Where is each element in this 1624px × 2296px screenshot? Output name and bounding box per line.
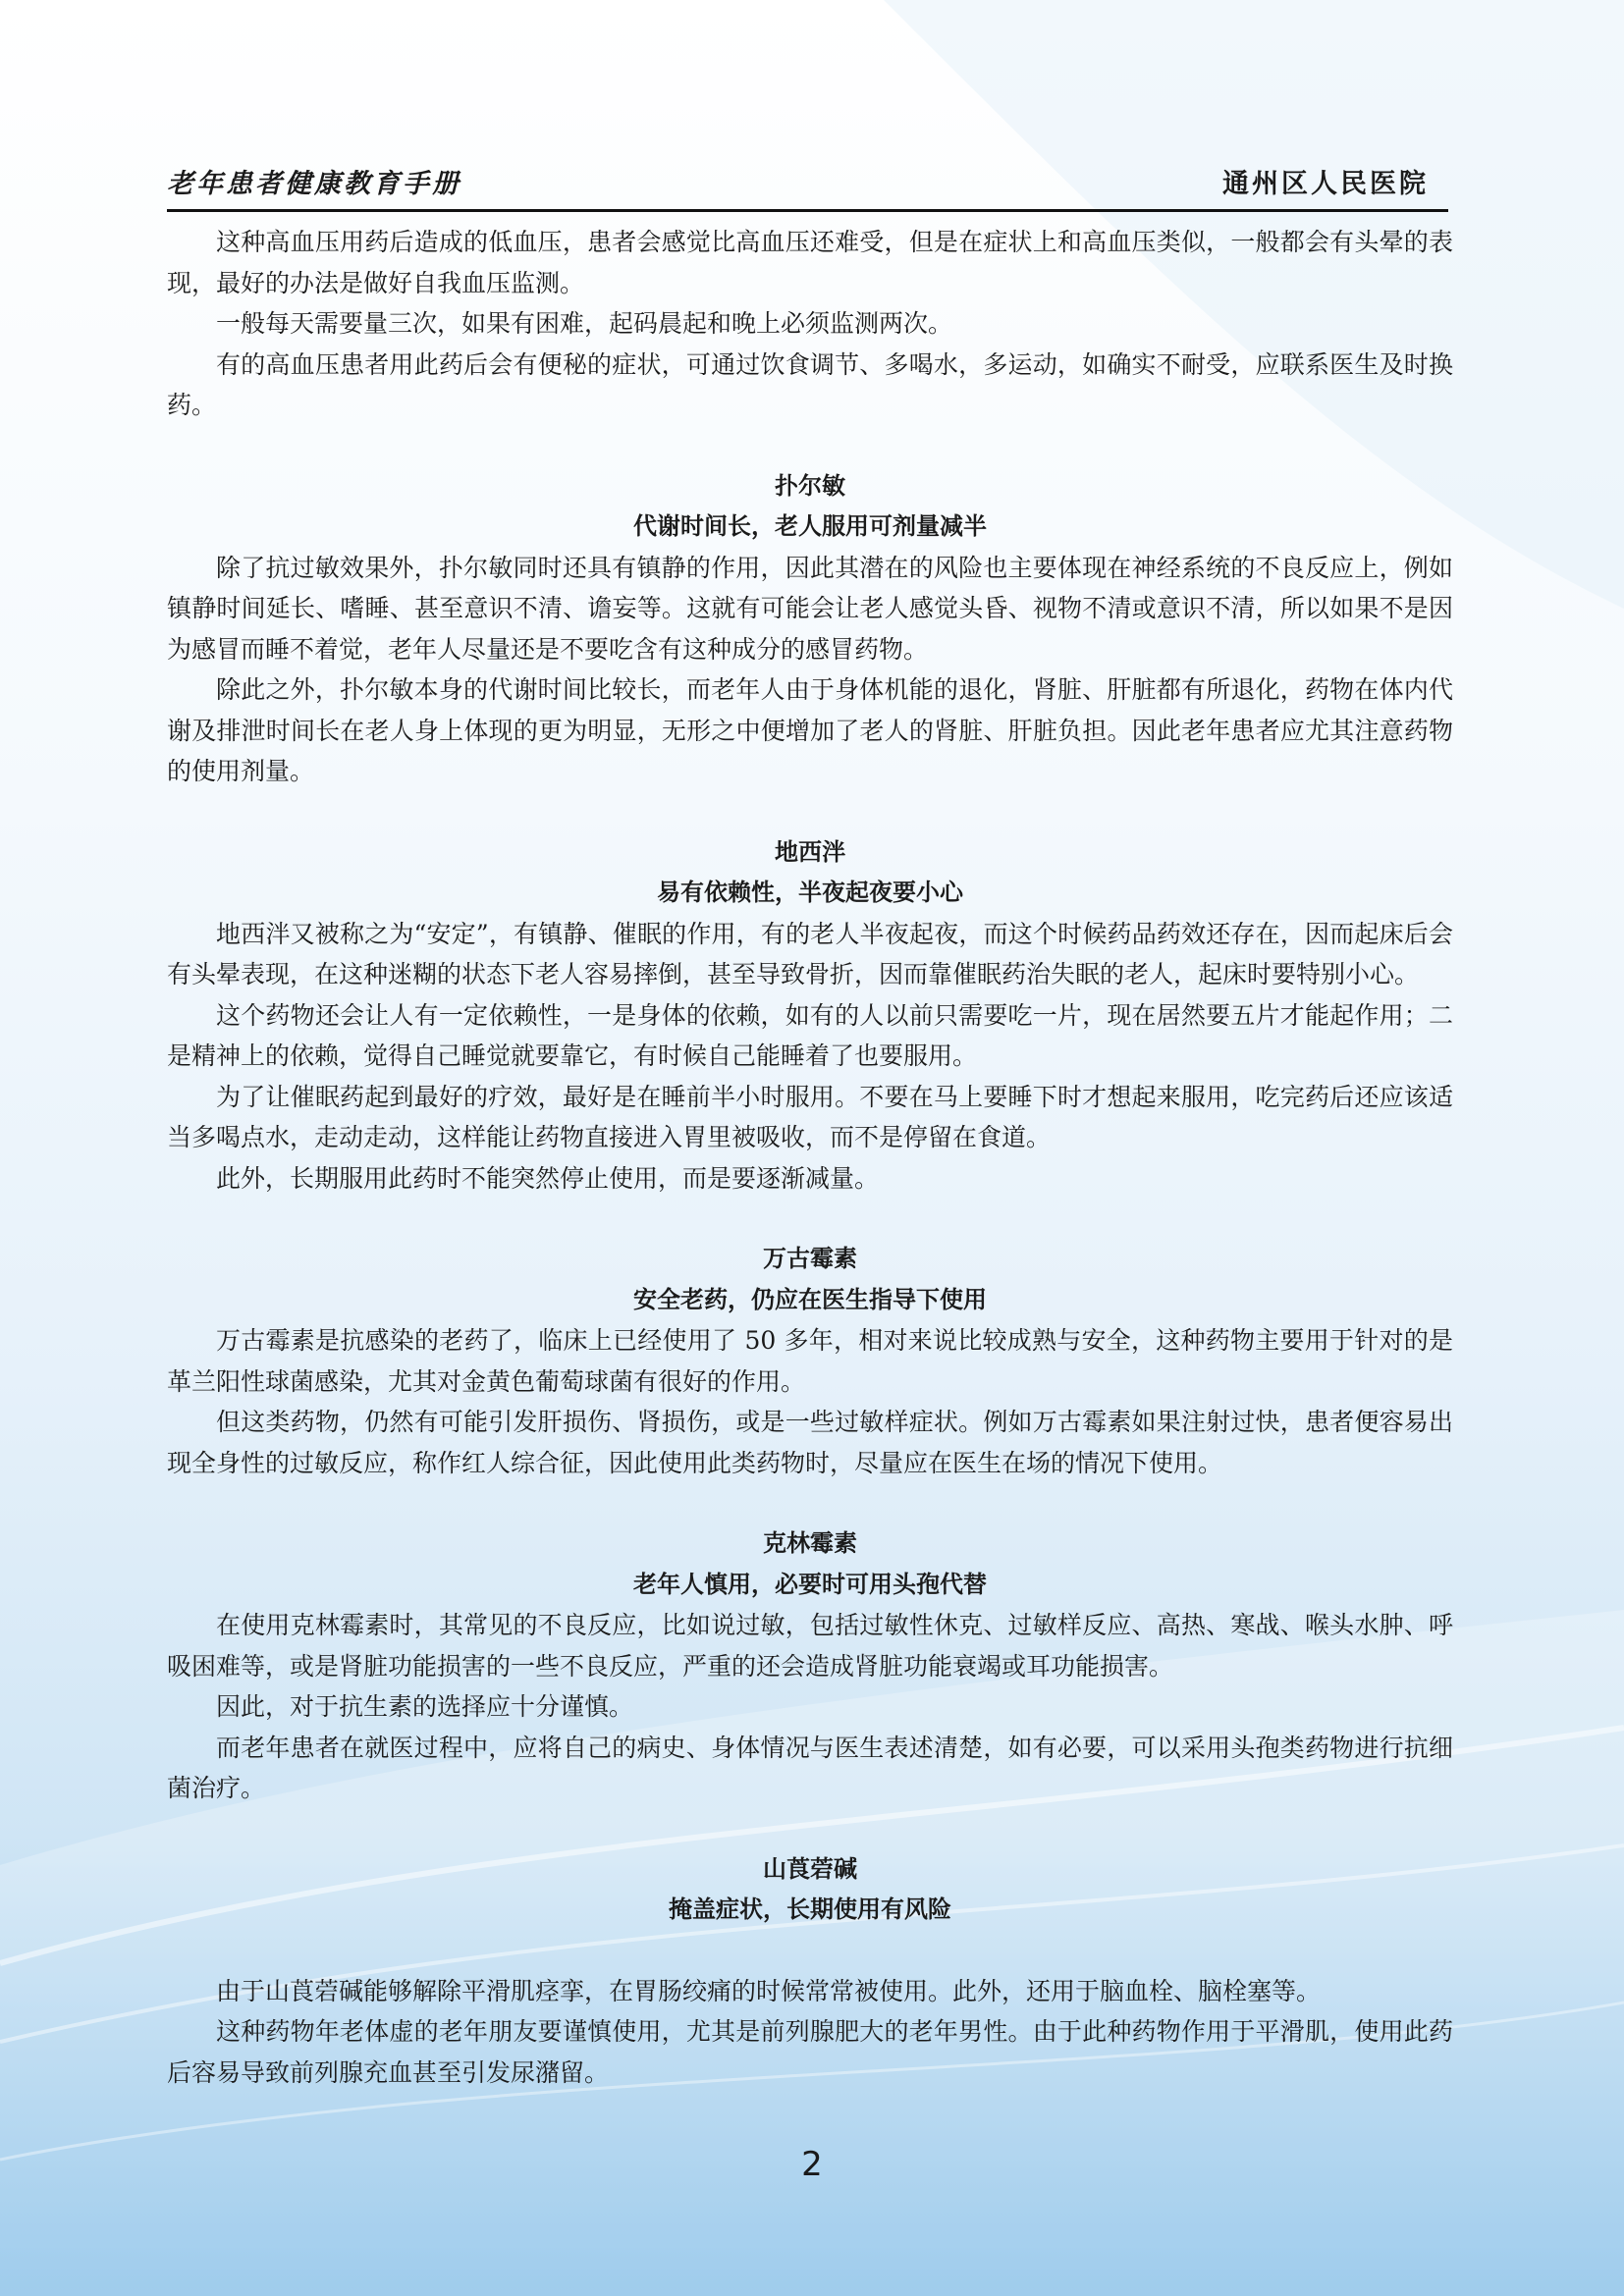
section-paragraph: 而老年患者在就医过程中，应将自己的病史、身体情况与医生表述清楚，如有必要，可以采用头孢类药物进行抗细菌治疗。 — [167, 1733, 1453, 1802]
section-subtitle: 安全老药，仍应在医生指导下使用 — [633, 1285, 987, 1313]
drug-section-vancomycin — [167, 1239, 1453, 1483]
drug-section-clindamycin — [167, 1523, 1453, 1809]
intro-paragraph: 一般每天需要量三次，如果有困难，起码晨起和晚上必须监测两次。 — [216, 309, 953, 338]
hospital-name: 通州区人民医院 — [1222, 169, 1429, 199]
section-subtitle: 易有依赖性，半夜起夜要小心 — [657, 879, 963, 906]
section-paragraph: 此外，长期服用此药时不能突然停止使用，而是要逐渐减量。 — [216, 1163, 880, 1193]
section-paragraph: 由于山莨菪碱能够解除平滑肌痉挛，在胃肠绞痛的时候常常被使用。此外，还用于脑血栓、脑栓塞等。 — [216, 1976, 1322, 2005]
spacer — [167, 1931, 1453, 1971]
drug-section-chlorphenamine — [167, 466, 1453, 792]
page-number: 2 — [801, 2145, 823, 2184]
drug-section-diazepam — [167, 832, 1453, 1200]
section-subtitle: 老年人慎用，必要时可用头孢代替 — [633, 1570, 987, 1598]
section-paragraph: 在使用克林霉素时，其常见的不良反应，比如说过敏，包括过敏性休克、过敏样反应、高热、寒战、喉头水肿、呼吸困难等，或是肾脏功能损害的一些不良反应，严重的还会造成肾脏功能衰竭或耳功能损害。 — [167, 1611, 1453, 1681]
section-paragraph: 因此，对于抗生素的选择应十分谨慎。 — [216, 1692, 634, 1721]
section-paragraph: 万古霉素是抗感染的老药了，临床上已经使用了 50 多年，相对来说比较成熟与安全，这种药物主要用于针对的是革兰阳性球菌感染，尤其对金黄色葡萄球菌有很好的作用。 — [167, 1326, 1453, 1396]
section-paragraph: 这种药物年老体虚的老年朋友要谨慎使用，尤其是前列腺肥大的老年男性。由于此种药物作用于平滑肌，使用此药后容易导致前列腺充血甚至引发尿潴留。 — [167, 2017, 1453, 2087]
drug-section-anisodamine — [167, 1849, 1453, 2094]
section-title: 克林霉素 — [763, 1529, 857, 1557]
section-subtitle: 代谢时间长，老人服用可剂量减半 — [633, 512, 987, 540]
section-paragraph: 除了抗过敏效果外，扑尔敏同时还具有镇静的作用，因此其潜在的风险也主要体现在神经系统的不良反应上，例如镇静时间延长、嗜睡、甚至意识不清、谵妄等。这就有可能会让老人感觉头昏、视物不清或意识不清，所以如果不是因为感冒而睡不着觉，老年人尽量还是不要吃含有这种成分的感冒药物。 — [167, 553, 1453, 664]
handbook-title: 老年患者健康教育手册 — [167, 169, 461, 199]
section-paragraph: 为了让催眠药起到最好的疗效，最好是在睡前半小时服用。不要在马上要睡下时才想起来服用，吃完药后还应该适当多喝点水，走动走动，这样能让药物直接进入胃里被吸收，而不是停留在食道。 — [167, 1082, 1453, 1151]
section-paragraph: 地西泮又被称之为“安定”，有镇静、催眠的作用，有的老人半夜起夜，而这个时候药品药效还存在，因而起床后会有头晕表现，在这种迷糊的状态下老人容易摔倒，甚至导致骨折，因而靠催眠药治失眠的老人，起床时要特别小心。 — [167, 919, 1453, 988]
section-title: 山莨菪碱 — [763, 1854, 857, 1883]
section-title: 地西泮 — [775, 837, 845, 866]
article-body — [167, 222, 1453, 2093]
section-title: 扑尔敏 — [775, 471, 845, 500]
page-header — [167, 160, 1448, 212]
intro-paragraph: 有的高血压患者用此药后会有便秘的症状，可通过饮食调节、多喝水，多运动，如确实不耐受，应联系医生及时换药。 — [167, 349, 1453, 419]
section-title: 万古霉素 — [763, 1245, 857, 1272]
section-paragraph: 这个药物还会让人有一定依赖性，一是身体的依赖，如有的人以前只需要吃一片，现在居然要五片才能起作用；二是精神上的依赖，觉得自己睡觉就要靠它，有时候自己能睡着了也要服用。 — [167, 1000, 1453, 1070]
intro-paragraph: 这种高血压用药后造成的低血压，患者会感觉比高血压还难受，但是在症状上和高血压类似，一般都会有头晕的表现，最好的办法是做好自我血压监测。 — [167, 228, 1453, 297]
section-subtitle: 掩盖症状，长期使用有风险 — [669, 1896, 951, 1923]
section-paragraph: 但这类药物，仍然有可能引发肝损伤、肾损伤，或是一些过敏样症状。例如万古霉素如果注射过快，患者便容易出现全身性的过敏反应，称作红人综合征，因此使用此类药物时，尽量应在医生在场的情况下使用。 — [167, 1408, 1453, 1477]
section-paragraph: 除此之外，扑尔敏本身的代谢时间比较长，而老年人由于身体机能的退化，肾脏、肝脏都有所退化，药物在体内代谢及排泄时间长在老人身上体现的更为明显，无形之中便增加了老人的肾脏、肝脏负担。因此老年患者应尤其注意药物的使用剂量。 — [167, 675, 1453, 785]
